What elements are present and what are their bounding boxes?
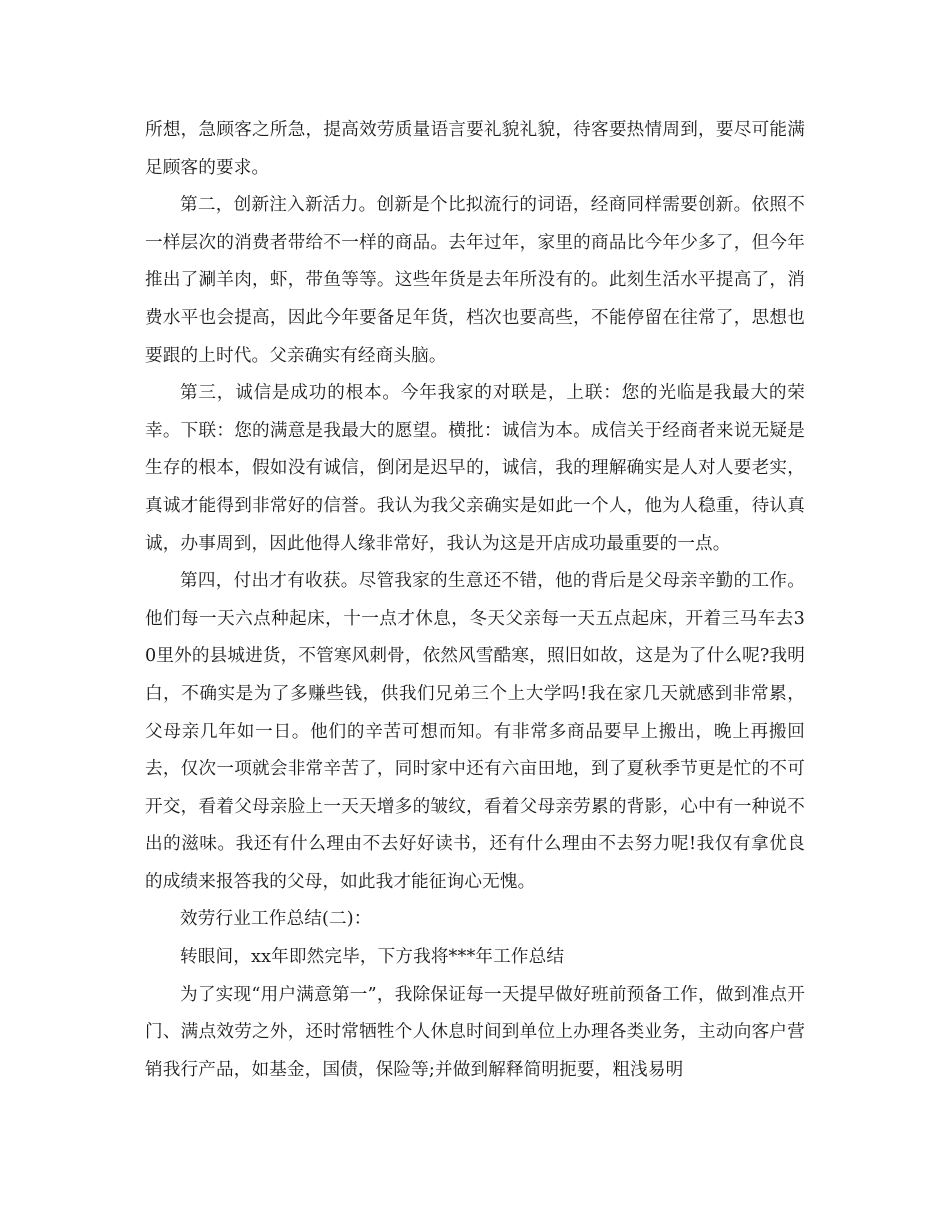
paragraph-second-innovation: 第二，创新注入新活力。创新是个比拟流行的词语，经商同样需要创新。依照不一样层次的消费者带给不一样的商品。去年过年，家里的商品比今年少多了，但今年推出了涮羊肉，虾，带鱼等等。这些年货是去年所没有的。此刻生活水平提高了，消费水平也会提高，因此今年要备足年货，档次也要高些，不能停留在往常了，思想也要跟的上时代。父亲确实有经商头脑。 — [145, 195, 805, 366]
document-body — [145, 112, 805, 1089]
section-heading-summary-two: 效劳行业工作总结(二)： — [180, 909, 372, 930]
paragraph-continuation: 所想，急顾客之所急，提高效劳质量语言要礼貌礼貌，待客要热情周到，要尽可能满足顾客的要求。 — [145, 120, 805, 178]
paragraph-year-summary-intro: 转眼间，xx年即然完毕，下方我将***年工作总结 — [180, 947, 565, 968]
paragraph-fourth-effort: 第四，付出才有收获。尽管我家的生意还不错，他的背后是父母亲辛勤的工作。他们每一天六点种起床，十一点才休息，冬天父亲每一天五点起床，开着三马车去30里外的县城进货，不管寒风刺骨，依然风雪酷寒，照旧如故，这是为了什么呢?我明白，不确实是为了多赚些钱，供我们兄弟三个上大学吗!我在家几天就感到非常累，父母亲几年如一日。他们的辛苦可想而知。有非常多商品要早上搬出，晚上再搬回去，仅次一项就会非常辛苦了，同时家中还有六亩田地，到了夏秋季节更是忙的不可开交，看着父母亲脸上一天天增多的皱纹，看着父母亲劳累的背影，心中有一种说不出的滋味。我还有什么理由不去好好读书，还有什么理由不去努力呢!我仅有拿优良的成绩来报答我的父母，如此我才能征询心无愧。 — [145, 571, 805, 892]
paragraph-customer-satisfaction: 为了实现“用户满意第一”，我除保证每一天提早做好班前预备工作，做到准点开门、满点效劳之外，还时常牺牲个人休息时间到单位上办理各类业务，主动向客户营销我行产品，如基金，国债，保险等;并做到解释简明扼要，粗浅易明 — [145, 984, 805, 1080]
paragraph-third-integrity: 第三，诚信是成功的根本。今年我家的对联是，上联：您的光临是我最大的荣幸。下联：您的满意是我最大的愿望。横批：诚信为本。成信关于经商者来说无疑是生存的根本，假如没有诚信，倒闭是迟早的，诚信，我的理解确实是人对人要老实，真诚才能得到非常好的信誉。我认为我父亲确实是如此一个人，他为人稳重，待认真诚，办事周到，因此他得人缘非常好，我认为这是开店成功最重要的一点。 — [145, 383, 805, 554]
